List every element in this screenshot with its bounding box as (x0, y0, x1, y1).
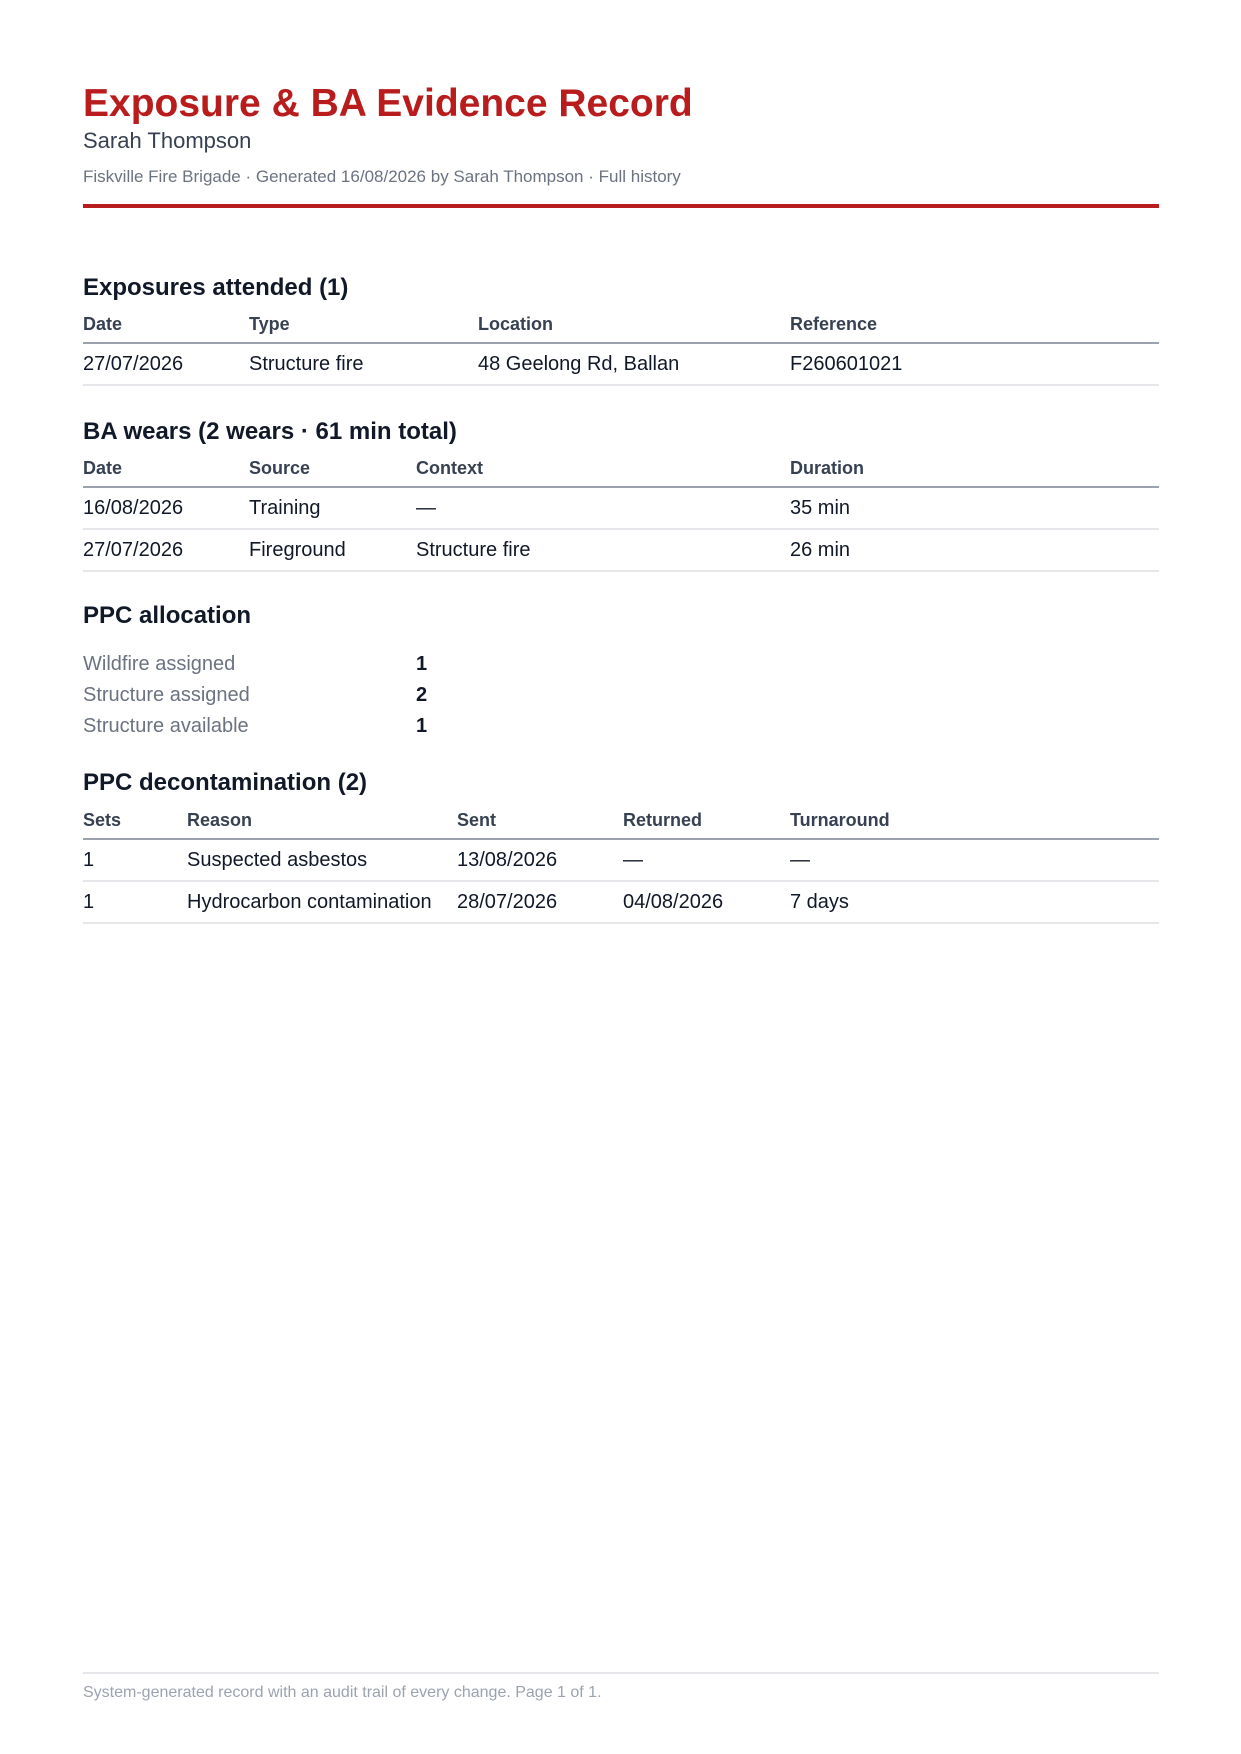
exposures-table (83, 311, 1159, 386)
kv-label: Structure available (83, 715, 249, 737)
cell-returned: — (623, 849, 643, 871)
col-turnaround: Turnaround (790, 810, 890, 830)
header-divider (83, 204, 1159, 208)
ppc-decon-heading: PPC decontamination (2) (83, 769, 368, 796)
cell-sent: 13/08/2026 (457, 849, 558, 871)
ppc-allocation-heading: PPC allocation (83, 602, 252, 629)
kv-value: 2 (416, 684, 428, 706)
col-reason: Reason (187, 810, 253, 830)
cell-context: — (416, 497, 436, 519)
cell-type: Structure fire (249, 353, 364, 375)
cell-turnaround: — (790, 849, 810, 871)
cell-context: Structure fire (416, 539, 531, 561)
footer-divider (83, 1672, 1159, 1674)
col-context: Context (416, 458, 483, 478)
cell-source: Fireground (249, 539, 346, 561)
record-meta: Fiskville Fire Brigade · Generated 16/08/2026 by Sarah Thompson · Full history (83, 167, 681, 186)
col-location: Location (478, 314, 553, 334)
col-type: Type (249, 314, 290, 334)
cell-date: 27/07/2026 (83, 539, 184, 561)
ppc-wildfire-assigned (83, 651, 683, 682)
cell-sets: 1 (83, 849, 95, 871)
col-date: Date (83, 314, 123, 334)
cell-sent: 28/07/2026 (457, 891, 558, 913)
ba-wears-heading: BA wears (2 wears · 61 min total) (83, 418, 457, 445)
cell-duration: 26 min (790, 539, 851, 561)
table-header (83, 455, 1159, 488)
table-row (83, 882, 1159, 924)
table-row (83, 530, 1159, 572)
col-duration: Duration (790, 458, 864, 478)
cell-returned: 04/08/2026 (623, 891, 724, 913)
table-row (83, 840, 1159, 882)
page-title: Exposure & BA Evidence Record (83, 82, 693, 125)
col-sets: Sets (83, 810, 122, 830)
table-row (83, 344, 1159, 386)
member-name: Sarah Thompson (83, 128, 252, 153)
table-header (83, 807, 1159, 840)
cell-location: 48 Geelong Rd, Ballan (478, 353, 680, 375)
ppc-structure-assigned (83, 682, 683, 713)
cell-reason: Hydrocarbon contamination (187, 891, 432, 913)
col-source: Source (249, 458, 311, 478)
col-sent: Sent (457, 810, 497, 830)
cell-date: 16/08/2026 (83, 497, 184, 519)
cell-reason: Suspected asbestos (187, 849, 368, 871)
col-date: Date (83, 458, 123, 478)
kv-label: Structure assigned (83, 684, 250, 706)
col-reference: Reference (790, 314, 878, 334)
ppc-decon-table (83, 807, 1159, 924)
ppc-structure-available (83, 713, 683, 744)
cell-source: Training (249, 497, 321, 519)
col-returned: Returned (623, 810, 703, 830)
cell-date: 27/07/2026 (83, 353, 184, 375)
cell-duration: 35 min (790, 497, 851, 519)
cell-reference: F260601021 (790, 353, 903, 375)
exposures-heading: Exposures attended (1) (83, 274, 349, 301)
kv-value: 1 (416, 715, 428, 737)
footer-note: System-generated record with an audit trail of every change. Page 1 of 1. (83, 1684, 602, 1701)
table-row (83, 488, 1159, 530)
kv-label: Wildfire assigned (83, 653, 236, 675)
table-header (83, 311, 1159, 344)
kv-value: 1 (416, 653, 428, 675)
cell-turnaround: 7 days (790, 891, 849, 913)
cell-sets: 1 (83, 891, 95, 913)
ba-wears-table (83, 455, 1159, 572)
